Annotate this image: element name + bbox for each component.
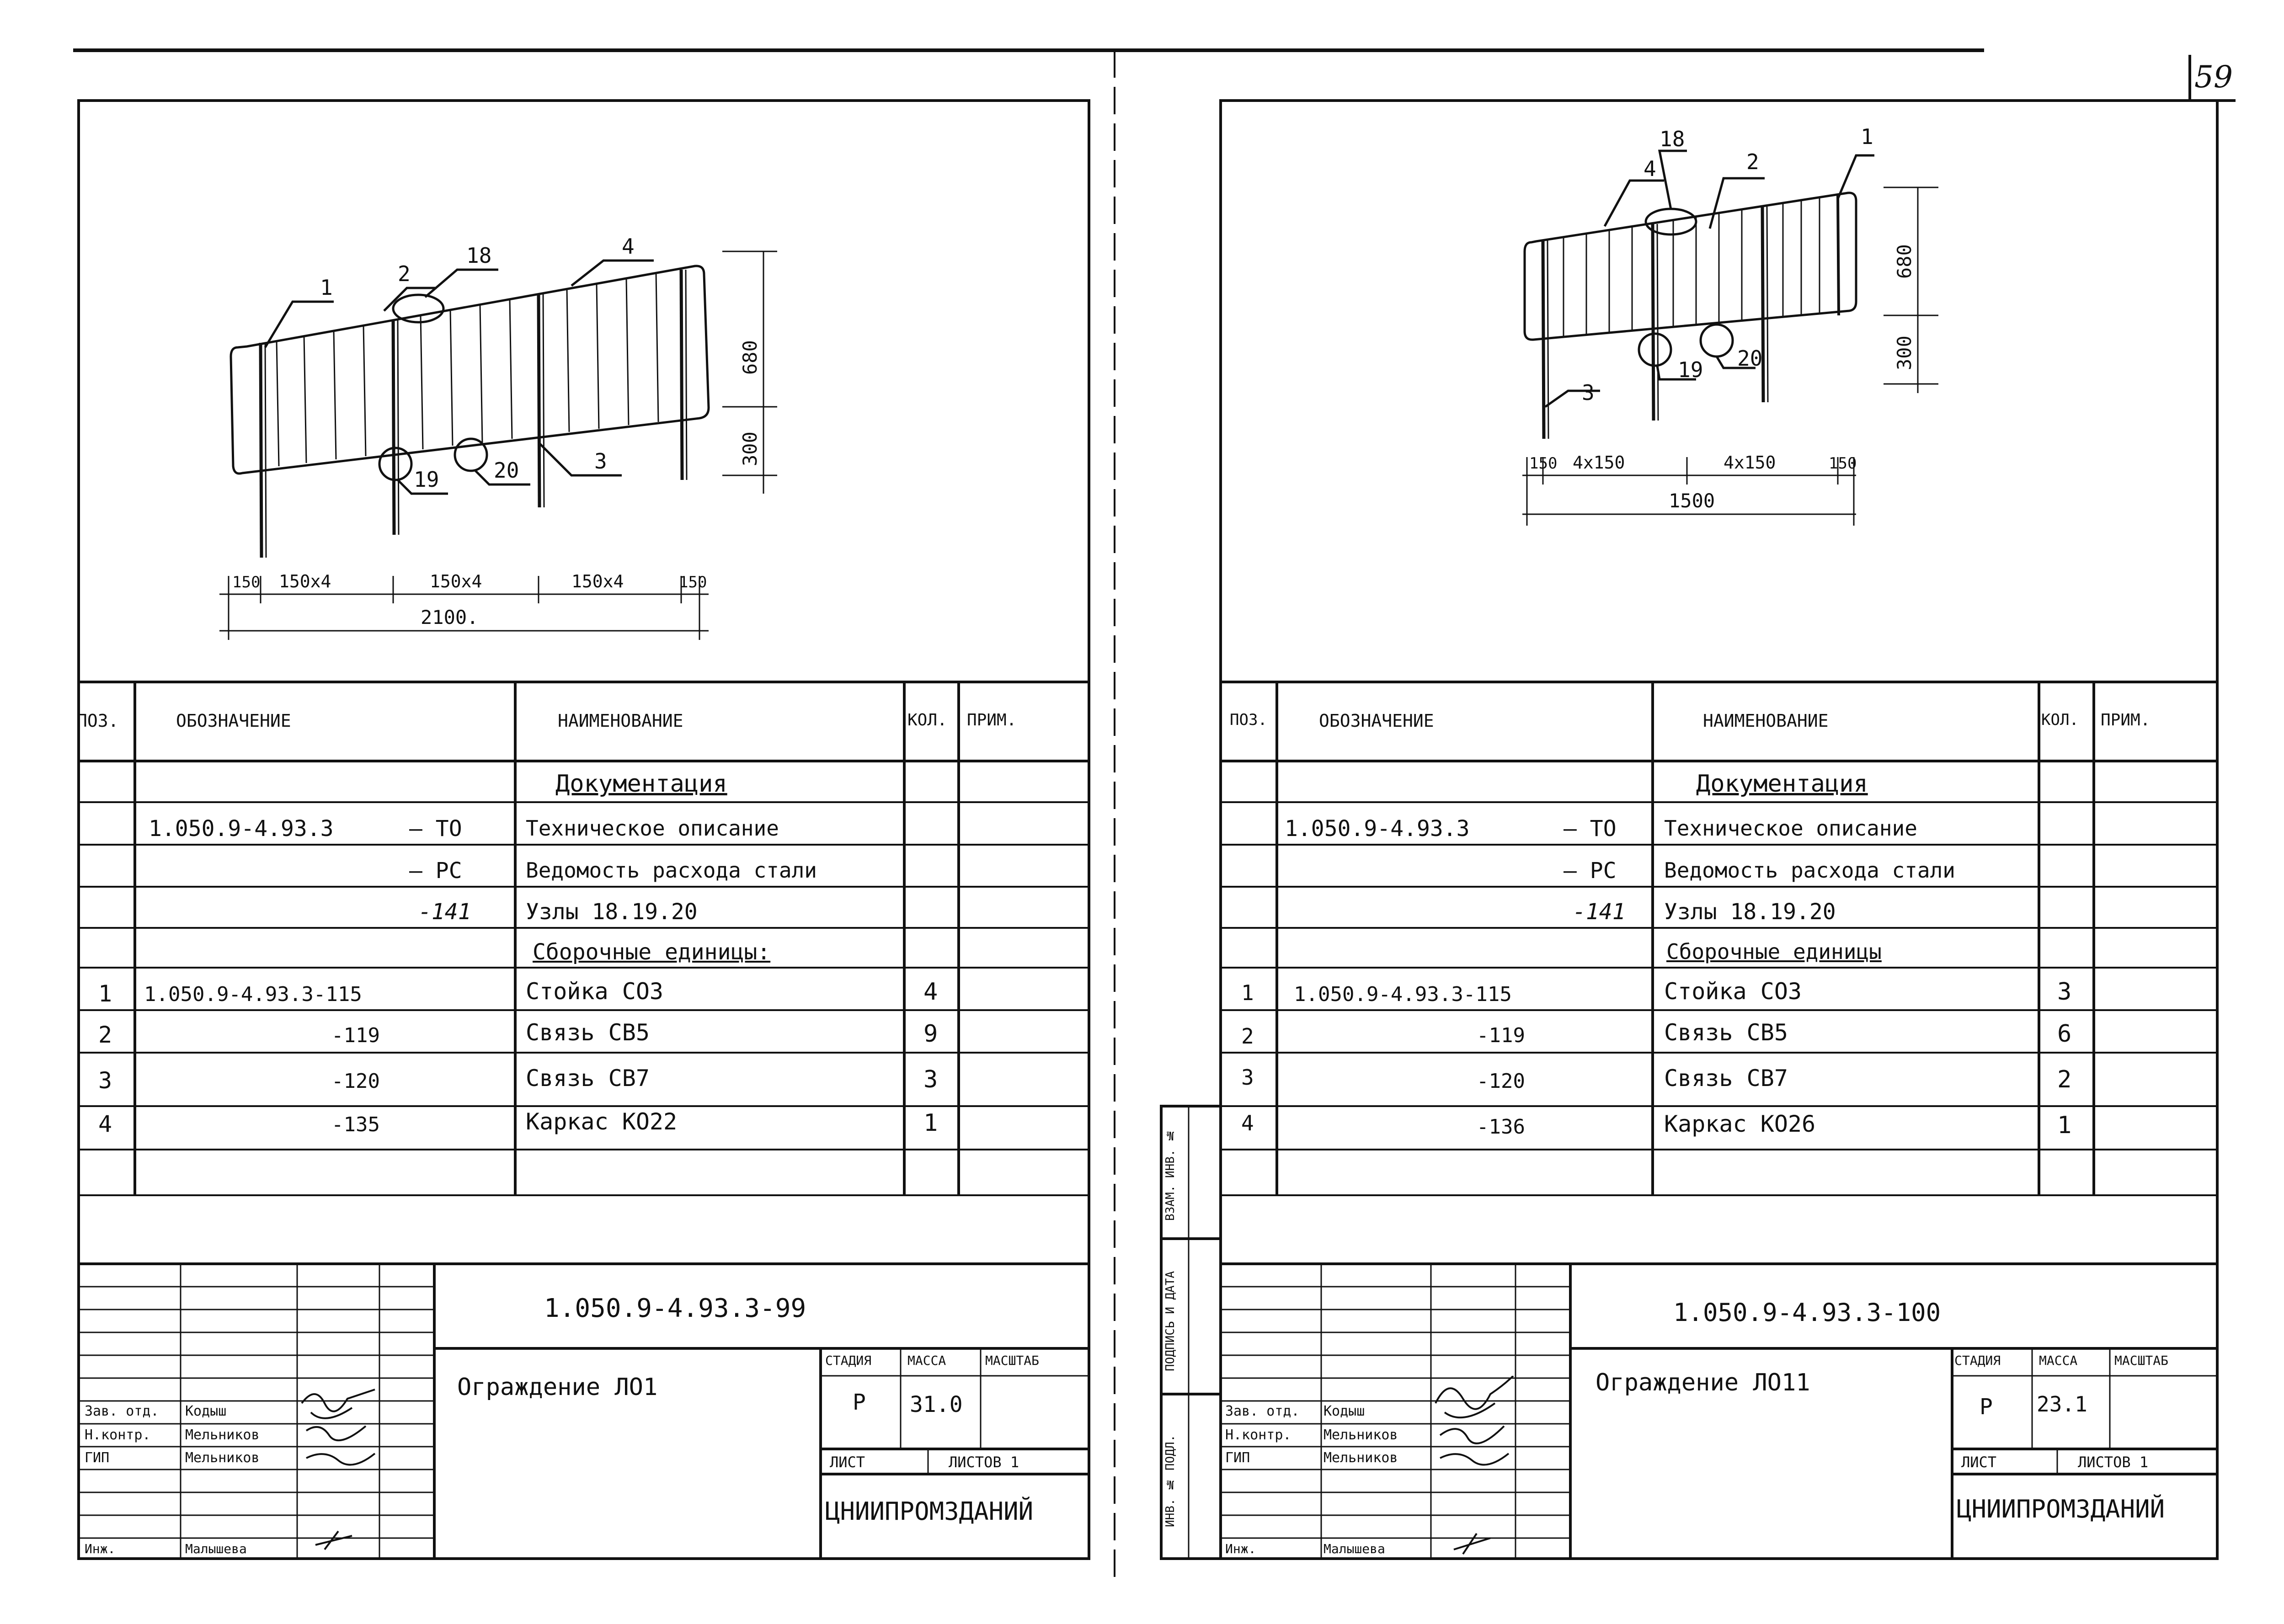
leader-label: 4 <box>622 238 635 259</box>
leader-label: 18 <box>1660 127 1685 151</box>
organization: ЦНИИПРОМЗДАНИЙ <box>1957 1495 2165 1523</box>
sheets-header: ЛИСТОВ 1 <box>2078 1454 2149 1471</box>
leader-label: 19 <box>414 467 439 492</box>
dim-label: 150 <box>679 573 707 591</box>
mass-value: 23.1 <box>2037 1392 2087 1416</box>
header-designation: ОБОЗНАЧЕНИЕ <box>1319 711 1434 731</box>
sheet-header: ЛИСТ <box>830 1454 865 1471</box>
stage-header: СТАДИЯ <box>1954 1353 2001 1368</box>
header-name: НАИМЕНОВАНИЕ <box>1703 711 1829 731</box>
dim-label: 150x4 <box>430 571 482 591</box>
organization: ЦНИИПРОМЗДАНИЙ <box>825 1497 1034 1526</box>
stage-header: СТАДИЯ <box>825 1353 872 1368</box>
drawing-name: Ограждение ЛО11 <box>1596 1369 1810 1396</box>
item-qty: 9 <box>923 1020 938 1048</box>
item-name: Связь СВ7 <box>1664 1065 1788 1092</box>
person-role: Н.контр. <box>85 1427 151 1443</box>
dim-label: 150 <box>1529 454 1558 473</box>
item-pos: 4 <box>98 1111 112 1137</box>
item-qty: 4 <box>923 978 938 1006</box>
person-name: Кодыш <box>1323 1403 1365 1419</box>
item-name: Связь СВ5 <box>526 1019 650 1046</box>
section-documentation: Документация <box>555 770 727 798</box>
item-qty: 2 <box>2057 1066 2072 1093</box>
doc-suffix: — РС <box>409 858 462 884</box>
leader-label: 3 <box>1582 380 1595 405</box>
section-assembly: Сборочные единицы: <box>533 939 771 965</box>
item-pos: 4 <box>1241 1111 1254 1135</box>
dim-label: 4x150 <box>1573 453 1625 473</box>
item-designation: -136 <box>1477 1115 1525 1139</box>
header-pos: ПОЗ. <box>1230 711 1267 729</box>
scale-header: МАСШТАБ <box>2114 1353 2169 1368</box>
leader-label: 1 <box>1861 124 1873 149</box>
item-pos: 2 <box>98 1022 112 1048</box>
item-designation: -120 <box>331 1070 380 1093</box>
person-role: Зав. отд. <box>85 1403 159 1419</box>
section-assembly: Сборочные единицы <box>1666 939 1882 964</box>
item-name: Стойка СО3 <box>526 978 664 1005</box>
dim-label: 150 <box>232 573 261 591</box>
header-designation: ОБОЗНАЧЕНИЕ <box>176 711 291 731</box>
doc-designation: 1.050.9-4.93.3 <box>149 816 334 841</box>
leader-label: 3 <box>594 449 607 474</box>
right-fence-drawing <box>1509 123 1948 544</box>
item-qty: 1 <box>923 1109 938 1137</box>
item-name: Каркас КО22 <box>526 1108 678 1135</box>
person-name: Мельников <box>1323 1427 1398 1443</box>
leader-label: 1 <box>320 275 333 300</box>
section-documentation: Документация <box>1696 770 1868 798</box>
item-qty: 1 <box>2057 1112 2072 1139</box>
mass-header: МАССА <box>907 1353 946 1368</box>
leader-label: 19 <box>1678 357 1703 382</box>
person-role: Инж. <box>85 1541 116 1556</box>
stamp-sign-date: ПОДПИСЬ И ДАТА <box>1163 1271 1177 1371</box>
leader-label: 18 <box>466 243 492 268</box>
item-name: Связь СВ7 <box>526 1065 650 1092</box>
doc-name: Ведомость расхода стали <box>1664 858 1955 883</box>
item-designation: 1.050.9-4.93.3-115 <box>144 983 362 1006</box>
header-note: ПРИМ. <box>967 711 1017 729</box>
doc-name: Техническое описание <box>526 816 779 841</box>
leader-label: 20 <box>494 458 519 483</box>
leader-label: 2 <box>1746 149 1759 174</box>
doc-suffix: — ТО <box>409 816 462 841</box>
sheets-header: ЛИСТОВ 1 <box>949 1454 1019 1471</box>
dim-label: 680 <box>1893 244 1916 279</box>
dim-label: 4x150 <box>1724 453 1776 473</box>
dim-label: 680 <box>739 340 761 375</box>
person-role: ГИП <box>1225 1450 1250 1466</box>
doc-suffix: — ТО <box>1564 816 1617 841</box>
person-name: Мельников <box>185 1427 260 1443</box>
item-designation: -135 <box>331 1113 380 1136</box>
item-qty: 6 <box>2057 1020 2072 1048</box>
dim-label: 150x4 <box>571 571 624 591</box>
item-pos: 2 <box>1241 1024 1254 1049</box>
dim-total: 1500 <box>1669 490 1715 512</box>
scale-header: МАСШТАБ <box>985 1353 1040 1368</box>
header-note: ПРИМ. <box>2101 711 2151 729</box>
leader-label: 2 <box>398 261 411 286</box>
person-role: Инж. <box>1225 1541 1256 1556</box>
dim-label: 300 <box>739 431 761 466</box>
person-role: Зав. отд. <box>1225 1403 1300 1419</box>
signature <box>1431 1376 1518 1559</box>
item-name: Каркас КО26 <box>1664 1111 1816 1137</box>
dim-total: 2100. <box>421 606 479 628</box>
header-name: НАИМЕНОВАНИЕ <box>558 711 683 731</box>
dim-label: 150x4 <box>279 571 331 591</box>
item-name: Связь СВ5 <box>1664 1019 1788 1046</box>
left-fence-drawing <box>183 238 777 649</box>
stage-value: Р <box>1980 1394 1993 1420</box>
person-name: Кодыш <box>185 1403 227 1419</box>
dim-label: 150 <box>1829 454 1857 473</box>
item-pos: 1 <box>98 980 112 1007</box>
page-number: 59 <box>2194 59 2233 95</box>
signature <box>297 1385 384 1559</box>
doc-suffix: -141 <box>418 899 471 925</box>
doc-name: Узлы 18.19.20 <box>1664 899 1836 925</box>
mass-header: МАССА <box>2039 1353 2078 1368</box>
leader-label: 20 <box>1737 346 1763 371</box>
header-qty: КОЛ. <box>907 711 947 729</box>
stamp-inv-orig: ИНВ. № ПОДЛ. <box>1163 1434 1177 1528</box>
doc-name: Ведомость расхода стали <box>526 858 817 883</box>
sheet-header: ЛИСТ <box>1961 1454 1997 1471</box>
person-name: Малышева <box>185 1541 247 1556</box>
header-pos: ПОЗ. <box>77 711 119 731</box>
person-name: Малышева <box>1323 1541 1385 1556</box>
item-name: Стойка СО3 <box>1664 978 1802 1005</box>
drawing-code: 1.050.9-4.93.3-100 <box>1673 1298 1941 1327</box>
drawing-name: Ограждение ЛО1 <box>457 1374 658 1401</box>
doc-suffix: -141 <box>1573 899 1626 925</box>
item-pos: 3 <box>1241 1065 1254 1090</box>
doc-name: Узлы 18.19.20 <box>526 899 698 925</box>
item-designation: -120 <box>1477 1070 1525 1093</box>
dim-label: 300 <box>1893 335 1916 370</box>
item-designation: -119 <box>331 1024 380 1047</box>
person-role: ГИП <box>85 1450 110 1466</box>
item-pos: 3 <box>98 1067 112 1094</box>
header-qty: КОЛ. <box>2041 711 2079 729</box>
item-qty: 3 <box>2057 978 2072 1006</box>
doc-designation: 1.050.9-4.93.3 <box>1285 816 1470 841</box>
item-designation: 1.050.9-4.93.3-115 <box>1294 983 1512 1006</box>
person-role: Н.контр. <box>1225 1427 1291 1443</box>
person-name: Мельников <box>185 1450 260 1466</box>
leader-label: 4 <box>1644 156 1656 181</box>
doc-suffix: — РС <box>1564 858 1617 884</box>
stamp-inv-replace: ВЗАМ. ИНВ. № <box>1163 1128 1177 1221</box>
stage-value: Р <box>853 1390 866 1415</box>
person-name: Мельников <box>1323 1450 1398 1466</box>
doc-name: Техническое описание <box>1664 816 1917 841</box>
drawing-code: 1.050.9-4.93.3-99 <box>544 1294 806 1323</box>
item-pos: 1 <box>1241 980 1254 1005</box>
mass-value: 31.0 <box>910 1392 963 1417</box>
item-designation: -119 <box>1477 1024 1525 1047</box>
item-qty: 3 <box>923 1066 938 1093</box>
